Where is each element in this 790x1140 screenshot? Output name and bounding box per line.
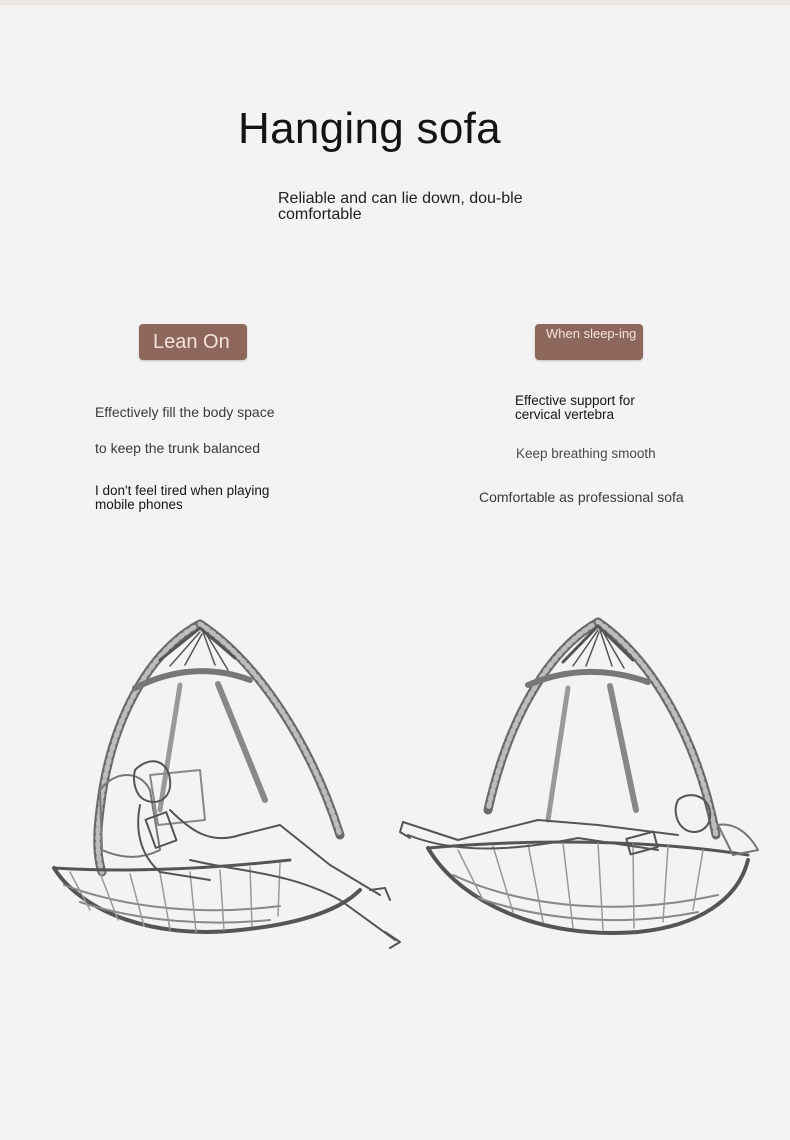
- left-feature-1: Effectively fill the body space: [95, 404, 275, 420]
- page-subtitle: Reliable and can lie down, dou-ble comfortable: [278, 190, 523, 223]
- page-title: Hanging sofa: [238, 104, 501, 153]
- right-feature-3: Comfortable as professional sofa: [479, 489, 684, 505]
- lean-on-badge: Lean On: [139, 324, 247, 360]
- hanging-chair-leaning-illustration: [40, 610, 410, 980]
- left-feature-3: I don't feel tired when playing mobile phones: [95, 483, 270, 512]
- left-feature-2: to keep the trunk balanced: [95, 440, 261, 456]
- right-feature-2: Keep breathing smooth: [516, 446, 656, 461]
- top-strip: [0, 0, 790, 5]
- hanging-chair-sleeping-illustration: [398, 610, 768, 960]
- right-feature-1: Effective support for cervical vertebra: [515, 393, 635, 422]
- when-sleeping-badge: When sleep-ing: [535, 324, 643, 360]
